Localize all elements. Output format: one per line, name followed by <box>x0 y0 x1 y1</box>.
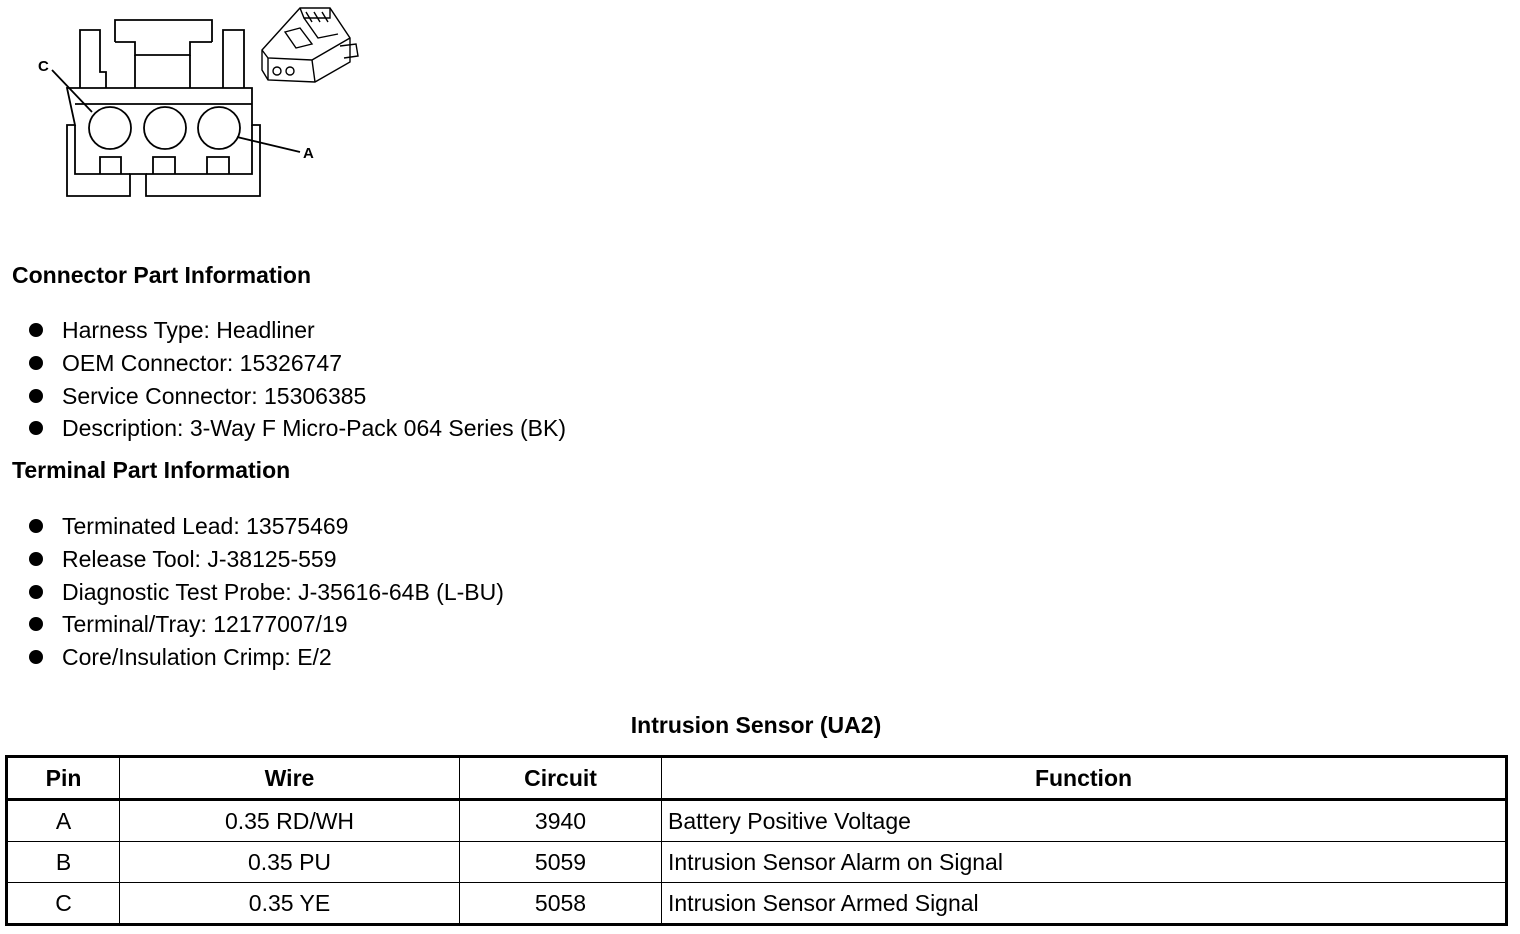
bullet-icon <box>29 323 43 337</box>
bullet-icon <box>29 585 43 599</box>
wire-cell: 0.35 PU <box>120 842 460 883</box>
column-header-wire: Wire <box>120 757 460 800</box>
list-item: Release Tool: J-38125-559 <box>28 543 504 576</box>
circuit-cell: 5059 <box>460 842 662 883</box>
pin-a-label: A <box>303 145 314 162</box>
list-item: Description: 3-Way F Micro-Pack 064 Series (BK) <box>28 412 566 445</box>
pin-c-label: C <box>38 58 49 75</box>
connector-iso-view <box>262 8 358 82</box>
terminal-info-list <box>28 510 504 674</box>
list-item: Service Connector: 15306385 <box>28 380 566 413</box>
bullet-icon <box>29 617 43 631</box>
function-cell: Intrusion Sensor Armed Signal <box>662 883 1507 925</box>
circuit-cell: 5058 <box>460 883 662 925</box>
bullet-icon <box>29 421 43 435</box>
function-cell: Battery Positive Voltage <box>662 800 1507 842</box>
list-item: Terminated Lead: 13575469 <box>28 510 504 543</box>
list-item: Harness Type: Headliner <box>28 314 566 347</box>
list-item: OEM Connector: 15326747 <box>28 347 566 380</box>
wire-cell: 0.35 YE <box>120 883 460 925</box>
table-row <box>7 800 1507 842</box>
pin-cell: A <box>7 800 120 842</box>
bullet-icon <box>29 356 43 370</box>
connector-info-list <box>28 314 566 445</box>
table-row <box>7 883 1507 925</box>
table-row <box>7 842 1507 883</box>
pin-cell: C <box>7 883 120 925</box>
table-header-row <box>7 757 1507 800</box>
list-item: Terminal/Tray: 12177007/19 <box>28 608 504 641</box>
table-title: Intrusion Sensor (UA2) <box>630 712 882 738</box>
pinout-table <box>5 755 1508 926</box>
column-header-pin: Pin <box>7 757 120 800</box>
bullet-icon <box>29 519 43 533</box>
connector-diagram <box>0 0 380 210</box>
function-cell: Intrusion Sensor Alarm on Signal <box>662 842 1507 883</box>
column-header-circuit: Circuit <box>460 757 662 800</box>
bullet-icon <box>29 389 43 403</box>
circuit-cell: 3940 <box>460 800 662 842</box>
wire-cell: 0.35 RD/WH <box>120 800 460 842</box>
pin-cell: B <box>7 842 120 883</box>
bullet-icon <box>29 552 43 566</box>
list-item: Core/Insulation Crimp: E/2 <box>28 641 504 674</box>
bullet-icon <box>29 650 43 664</box>
connector-info-heading: Connector Part Information <box>12 262 312 288</box>
terminal-info-heading: Terminal Part Information <box>12 457 291 483</box>
list-item: Diagnostic Test Probe: J-35616-64B (L-BU) <box>28 576 504 609</box>
column-header-function: Function <box>662 757 1507 800</box>
